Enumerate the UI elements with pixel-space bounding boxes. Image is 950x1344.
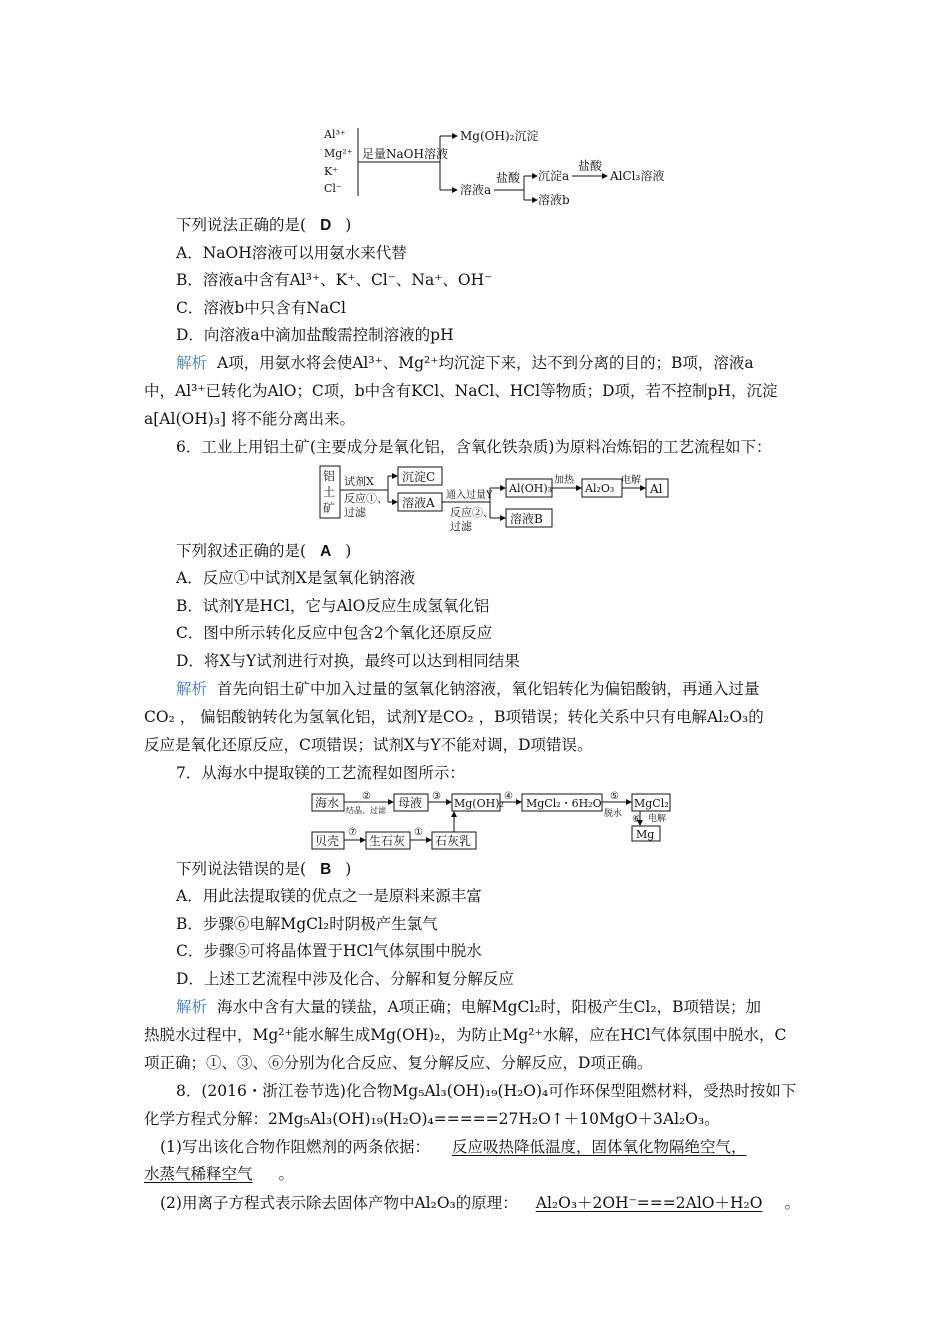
mgoh2-box: Mg(OH)₂ [454, 797, 504, 810]
q7-option-a: A．用此法提取镁的优点之一是原料来源丰富 [176, 887, 482, 905]
analysis-label: 解析 [176, 680, 208, 698]
filter2: 过滤 [450, 520, 472, 533]
analysis-label: 解析 [176, 354, 208, 372]
q6-option-a: A．反应①中试剂X是氢氧化钠溶液 [176, 569, 416, 587]
q6-option-d: D．将X与Y试剂进行对换，最终可以达到相同结果 [176, 652, 520, 670]
seawater-box: 海水 [315, 796, 340, 810]
q7-stem: 7．从海水中提取镁的工艺流程如图所示： [176, 764, 465, 782]
step-6: ⑥ [632, 814, 641, 825]
step-3: ③ [432, 791, 441, 802]
al-box: Al [650, 482, 663, 496]
q8-part1-answer: 水蒸气稀释空气 [144, 1165, 253, 1183]
q7-answer: B [320, 861, 332, 878]
q6-analysis-line: CO₂ ， 偏铝酸钠转化为氢氧化铝，试剂Y是CO₂ ，B项错误；转化关系中只有电解Al₂O₃的 [144, 708, 764, 726]
q6-answer: A [320, 543, 332, 560]
filter1: 过滤 [344, 506, 366, 519]
q7-prompt: 下列说法错误的是( B ) [176, 860, 352, 878]
q7-option-d: D．上述工艺流程中涉及化合、分解和复分解反应 [176, 970, 514, 988]
mgcl2-6h2o-box: MgCl₂・6H₂O [526, 797, 602, 810]
ion-label: K⁺ [324, 165, 339, 178]
q5-option-a: A．NaOH溶液可以用氨水来代替 [176, 244, 407, 262]
hcl-label: 盐酸 [496, 171, 521, 185]
q5-option-b: B．溶液a中含有Al³⁺、K⁺、Cl⁻、Na⁺、OH⁻ [176, 271, 493, 289]
reagent-label: 足量NaOH溶液 [362, 147, 448, 161]
mgoh2-precipitate: Mg(OH)₂沉淀 [460, 129, 539, 143]
reaction2: 反应②、 [450, 506, 494, 519]
q6-option-b: B．试剂Y是HCl，它与AlO反应生成氢氧化铝 [176, 597, 490, 615]
electrolysis-label: 电解 [621, 475, 641, 486]
crystallize-filter: 结晶、过滤 [346, 806, 386, 815]
q8-part1-cont: 水蒸气稀释空气 。 [144, 1165, 295, 1183]
mother-liquor-box: 母液 [398, 796, 423, 810]
hcl-label: 盐酸 [578, 159, 603, 173]
q5-analysis-line: 解析 A项，用氨水将会使Al³⁺、Mg²⁺均沉淀下来，达不到分离的目的；B项，溶液a [176, 354, 754, 372]
q6-option-c: C．图中所示转化反应中包含2个氧化还原反应 [176, 624, 493, 642]
q6-prompt: 下列叙述正确的是( A ) [176, 542, 352, 560]
reagent-x: 试剂X [344, 475, 374, 488]
solution-a: 溶液A [402, 496, 435, 510]
mg-box: Mg [636, 828, 655, 841]
mgcl2-box: MgCl₂ [634, 797, 669, 810]
q5-analysis-line: 中，Al³⁺已转化为AlO；C项，b中含有KCl、NaCl、HCl等物质；D项，若不控制pH，沉淀 [144, 382, 778, 400]
q7-option-c: C．步骤⑤可将晶体置于HCl气体氛围中脱水 [176, 942, 482, 960]
heat-label: 加热 [554, 475, 574, 486]
step-1: ① [414, 827, 423, 838]
q5-answer: D [320, 217, 332, 234]
shell-box: 贝壳 [315, 834, 340, 848]
q6-analysis-line: 解析 首先向铝土矿中加入过量的氢氧化钠溶液，氧化铝转化为偏铝酸钠，再通入过量 [176, 680, 760, 698]
q7-analysis-line: 热脱水过程中，Mg²⁺能水解生成Mg(OH)₂，为防止Mg²⁺水解，应在HCl气体氛围中脱水，C [144, 1026, 787, 1044]
ion-label: Al³⁺ [324, 128, 346, 141]
separation-flow-diagram [318, 120, 678, 216]
q8-part2-answer: Al₂O₃＋2OH⁻===2AlO＋H₂O [535, 1194, 763, 1212]
q6-analysis-line: 反应是氧化还原反应，C项错误；试剂X与Y不能对调，D项错误。 [144, 736, 593, 754]
q8-part2: (2)用离子方程式表示除去固体产物中Al₂O₃的原理： Al₂O₃＋2OH⁻===2AlO＋H₂O 。 [160, 1194, 800, 1212]
q6-stem: 6．工业上用铝土矿(主要成分是氧化铝，含氧化铁杂质)为原料冶炼铝的工艺流程如下： [176, 438, 772, 456]
q5-prompt: 下列说法正确的是( D ) [176, 216, 352, 234]
precipitate-c: 沉淀C [402, 470, 436, 484]
q5-option-d: D．向溶液a中滴加盐酸需控制溶液的pH [176, 326, 454, 344]
q8-part1-answer: 反应吸热降低温度，固体氧化物隔绝空气， [451, 1138, 747, 1156]
q5-analysis-line: a[Al(OH)₃] 将不能分离出来。 [144, 410, 355, 428]
q8-stem: 化学方程式分解：2Mg₅Al₃(OH)₁₉(H₂O)₄=====27H₂O↑＋10MgO＋3Al₂O₃。 [144, 1110, 720, 1128]
alcl3-solution: AlCl₃溶液 [610, 169, 665, 183]
dehydrate-label: 脱水 [604, 809, 623, 819]
add-excess-y: 通入过量Y [446, 490, 493, 501]
solution-b: 溶液B [510, 512, 543, 526]
q7-analysis-line: 项正确；①、③、⑥分别为化合反应、复分解反应、分解反应，D项正确。 [144, 1054, 653, 1072]
ion-label: Mg²⁺ [324, 147, 353, 160]
ore-char: 矿 [323, 501, 336, 515]
q7-analysis-line: 解析 海水中含有大量的镁盐，A项正确；电解MgCl₂时，阳极产生Cl₂，B项错误；加 [176, 998, 761, 1016]
q8-part1: (1)写出该化合物作阻燃剂的两条依据： 反应吸热降低温度，固体氧化物隔绝空气， [160, 1138, 747, 1156]
aloh3-box: Al(OH)₃ [509, 482, 553, 495]
ion-label: Cl⁻ [324, 182, 342, 195]
solution-a: 溶液a [460, 183, 492, 197]
magnesium-flow-diagram [310, 788, 680, 852]
ore-char: 土 [323, 485, 336, 499]
q5-option-c: C．溶液b中只含有NaCl [176, 299, 346, 317]
limewater-box: 石灰乳 [435, 834, 472, 848]
al2o3-box: Al₂O₃ [585, 482, 615, 495]
step-4: ④ [504, 791, 513, 802]
step-7: ⑦ [348, 827, 357, 838]
q8-stem: 8．(2016・浙江卷节选)化合物Mg₅Al₃(OH)₁₉(H₂O)₄可作环保型阻燃材料，受热时按如下 [176, 1082, 797, 1100]
quicklime-box: 生石灰 [369, 834, 406, 848]
analysis-label: 解析 [176, 998, 208, 1016]
ore-char: 铝 [323, 469, 336, 483]
step-2: ② [362, 791, 371, 802]
reaction1: 反应①、 [344, 492, 388, 505]
q7-option-b: B．步骤⑥电解MgCl₂时阴极产生氯气 [176, 915, 438, 933]
electrolysis-label: 电解 [648, 814, 667, 824]
solution-b: 溶液b [538, 193, 570, 207]
precipitate-a: 沉淀a [538, 169, 570, 183]
step-5: ⑤ [610, 791, 619, 802]
bauxite-flow-diagram [318, 462, 678, 534]
